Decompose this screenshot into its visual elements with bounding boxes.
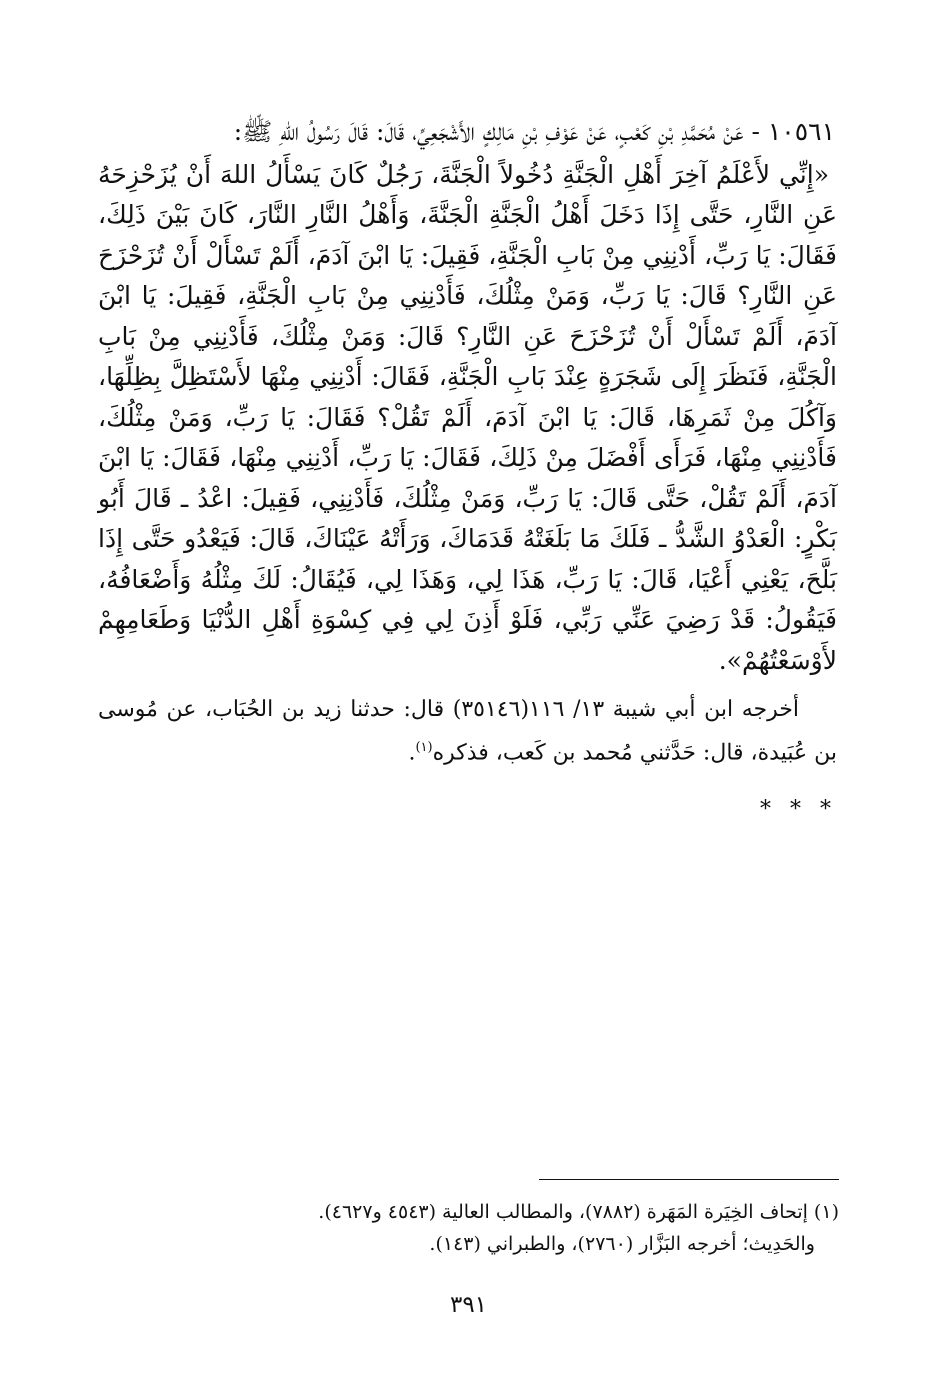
hadith-text: «إِنِّي لأَعْلَمُ آخِرَ أَهْلِ الْجَنَّةِ دُخُولاً الْجَنَّةَ، رَجُلٌ كَانَ يَسْأَلُ اللهَ أَنْ يُزَحْزِحَهُ عَنِ النَّارِ، حَتَّى إِذَا دَخَلَ أَهْلُ الْجَنَّةِ الْجَنَّةَ، وَأَهْلُ النَّارِ النَّارَ، كَانَ بَيْنَ ذَلِكَ، فَقَالَ: يَا رَبِّ، أَدْنِنِي مِنْ بَابِ الْجَنَّةِ، فَقِيلَ: يَا ابْنَ آدَمَ، أَلَمْ تَسْأَلْ أَنْ تُزَحْزَحَ عَنِ النَّارِ؟ قَالَ: يَا رَبِّ، وَمَنْ مِثْلُكَ، فَأَدْنِنِي مِنْ بَابِ الْجَنَّةِ، فَقِيلَ: يَا ابْنَ آدَمَ، أَلَمْ تَسْأَلْ أَنْ تُزَحْزَحَ عَنِ النَّارِ؟ قَالَ: وَمَنْ مِثْلُكَ، فَأَدْنِنِي مِنْ بَابِ الْجَنَّةِ، فَنَظَرَ إِلَى شَجَرَةٍ عِنْدَ بَابِ الْجَنَّةِ، فَقَالَ: أَدْنِنِي مِنْهَا لأَسْتَظِلَّ بِظِلِّهَا، وَآكُلَ مِنْ ثَمَرِهَا، قَالَ: يَا ابْنَ آدَمَ، أَلَمْ تَقُلْ؟ فَقَالَ: يَا رَبِّ، وَمَنْ مِثْلُكَ، فَأَدْنِنِي مِنْهَا، فَرَأَى أَفْضَلَ مِنْ ذَلِكَ، فَقَالَ: يَا رَبِّ، أَدْنِنِي مِنْهَا، فَقَالَ: يَا ابْنَ آدَمَ، أَلَمْ تَقُلْ، حَتَّى قَالَ: يَا رَبِّ، وَمَنْ مِثْلُكَ، فَأَدْنِنِي، فَقِيلَ: اعْدُ ـ قَالَ أَبُو بَكْرٍ: الْعَدْوُ الشَّدُّ ـ فَلَكَ مَا بَلَغَتْهُ قَدَمَاكَ، وَرَأَتْهُ عَيْنَاكَ، قَالَ: فَيَعْدُو حَتَّى إِذَا بَلَّحَ، يَعْنِي أَعْيَا، قَالَ: يَا رَبِّ، هَذَا لِي، وَهَذَا لِي، فَيُقَالُ: لَكَ مِثْلُهُ وَأَضْعَافُهُ، فَيَقُولُ: قَدْ رَضِيَ عَنِّي رَبِّي، فَلَوْ أَذِنَ لِي فِي كِسْوَةِ أَهْلِ الدُّنْيَا وَطَعَامِهِمْ لأَوْسَعْتُهُمْ».: [98, 159, 837, 675]
section-separator: * * *: [760, 797, 837, 823]
source-citation: [98, 691, 837, 772]
footnotes: [100, 1196, 839, 1260]
footnote-1: (١) إتحاف الخِيَرة المَهَرة (٧٨٨٢)، والمطالب العالية (٤٥٤٣ و٤٦٢٧).: [318, 1201, 839, 1223]
hadith-intro: ١٠٥٦١ - عَنْ مُحَمَّدِ بْنِ كَعْبٍ، عَنْ عَوْفِ بْنِ مَالِكٍ الأَشْجَعِيِّ، قَالَ: قَالَ رَسُولُ اللهِ ﷺ:: [233, 117, 835, 146]
main-text: [98, 112, 837, 831]
page-number: ٣٩١: [449, 1292, 488, 1318]
source-text: أخرجه ابن أبي شيبة ١٣/ ١١٦(٣٥١٤٦) قال: حدثنا زيد بن الحُبَاب، عن مُوسى بن عُبَيدة، قال: حَدَّثني مُحمد بن كَعب، فذكره: [98, 697, 837, 766]
footnote-marker: (١): [415, 740, 433, 755]
footnote-2: والحَدِيث؛ أخرجه البَزَّار (٢٧٦٠)، والطبراني (١٤٣).: [429, 1233, 815, 1255]
source-end: .: [408, 740, 416, 766]
footnote-divider: [539, 1179, 839, 1180]
